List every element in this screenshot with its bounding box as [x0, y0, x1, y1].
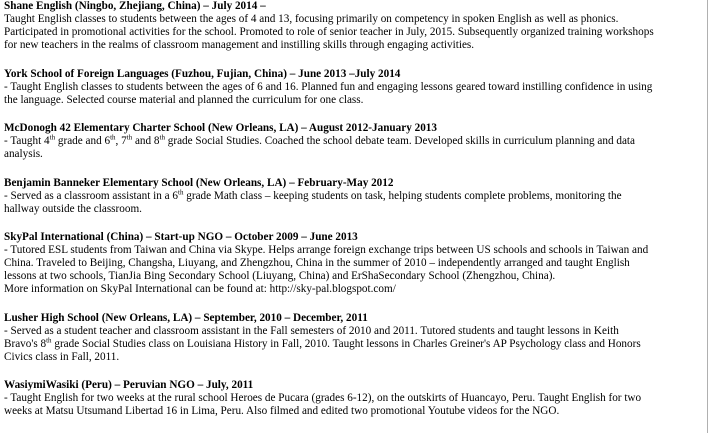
experience-entry-banneker — [4, 177, 704, 216]
entry-line: - Served as a classroom assistant in a 6th grade Math class – keeping students on task, helping students complete problems, monitoring the — [4, 187, 622, 202]
entry-line: - Taught English for two weeks at the rural school Heroes de Pucara (grades 6-12), on the outskirts of Huancayo, Peru. Taught English for two — [4, 392, 642, 405]
entry-line: weeks at Matsu Utsumand Libertad 16 in Lima, Peru. Also filmed and edited two promotional Youtube videos for the NGO. — [4, 405, 560, 418]
experience-entry-wasiymiwasiki — [4, 379, 704, 418]
entry-line: Bravo's 8th grade Social Studies class on Louisiana History in Fall, 2010. Taught lessons in Charles Greiner's AP Psychology class and Honors — [4, 336, 641, 350]
entry-line: Taught English classes to students between the ages of 4 and 13, focusing primarily on competency in spoken English as well as phonics. — [4, 13, 619, 26]
experience-entry-york-school — [4, 68, 704, 107]
entry-heading: Lusher High School (New Orleans, LA) – September, 2010 – December, 2011 — [4, 311, 368, 324]
resume-experience-section — [4, 0, 704, 434]
experience-entry-skypal — [4, 231, 704, 296]
entry-line: - Tutored ESL students from Taiwan and China via Skype. Helps arrange foreign exchange trips between US schools and schools in Taiwan and — [4, 244, 649, 257]
entry-line: - Taught English classes to students between the ages of 6 and 16. Planned fun and engaging lessons geared toward instilling confidence in using — [4, 80, 653, 93]
experience-entry-lusher — [4, 312, 704, 364]
entry-line: - Served as a student teacher and classroom assistant in the Fall semesters of 2010 and 2011. Tutored students and taught lessons in Keith — [4, 324, 619, 337]
entry-line: the language. Selected course material and planned the curriculum for one class. — [4, 93, 364, 106]
entry-heading: Benjamin Banneker Elementary School (New Orleans, LA) – February-May 2012 — [4, 176, 394, 189]
entry-heading: Shane English (Ningbo, Zhejiang, China) – July 2014 – — [4, 0, 266, 12]
entry-line: China. Traveled to Beijing, Changsha, Liuyang, and Zhengzhou, China in the summer of 2010 – independently arranged and taught English — [4, 257, 630, 270]
entry-line: More information on SkyPal International can be found at: http://sky-pal.blogspot.com/ — [4, 283, 396, 296]
entry-line: hallway outside the classroom. — [4, 202, 142, 215]
entry-line: - Taught 4th grade and 6th, 7th and 8th grade Social Studies. Coached the school debate team. Developed skills in curriculum planning and data — [4, 133, 636, 148]
entry-line: lessons at two schools, TianJia Bing Secondary School (Liuyang, China) and ErShaSecondary School (Zhengzhou, China). — [4, 270, 556, 283]
entry-heading: York School of Foreign Languages (Fuzhou, Fujian, China) – June 2013 –July 2014 — [4, 67, 401, 80]
experience-entry-shane-english — [4, 0, 704, 52]
entry-line: Civics class in Fall, 2011. — [4, 350, 120, 363]
entry-line: for new teachers in the realms of classroom management and instilling skills through engaging activities. — [4, 39, 475, 52]
entry-heading: SkyPal International (China) – Start-up NGO – October 2009 – June 2013 — [4, 230, 358, 243]
entry-heading: McDonogh 42 Elementary Charter School (New Orleans, LA) – August 2012-January 2013 — [4, 122, 437, 135]
experience-entry-mcdonogh-42 — [4, 122, 704, 161]
entry-line: Participated in promotional activities for the school. Promoted to role of senior teacher in July, 2015. Subsequently organized training workshops — [4, 26, 654, 39]
entry-line: analysis. — [4, 148, 43, 161]
entry-heading: WasiymiWasiki (Peru) – Peruvian NGO – July, 2011 — [4, 379, 254, 392]
